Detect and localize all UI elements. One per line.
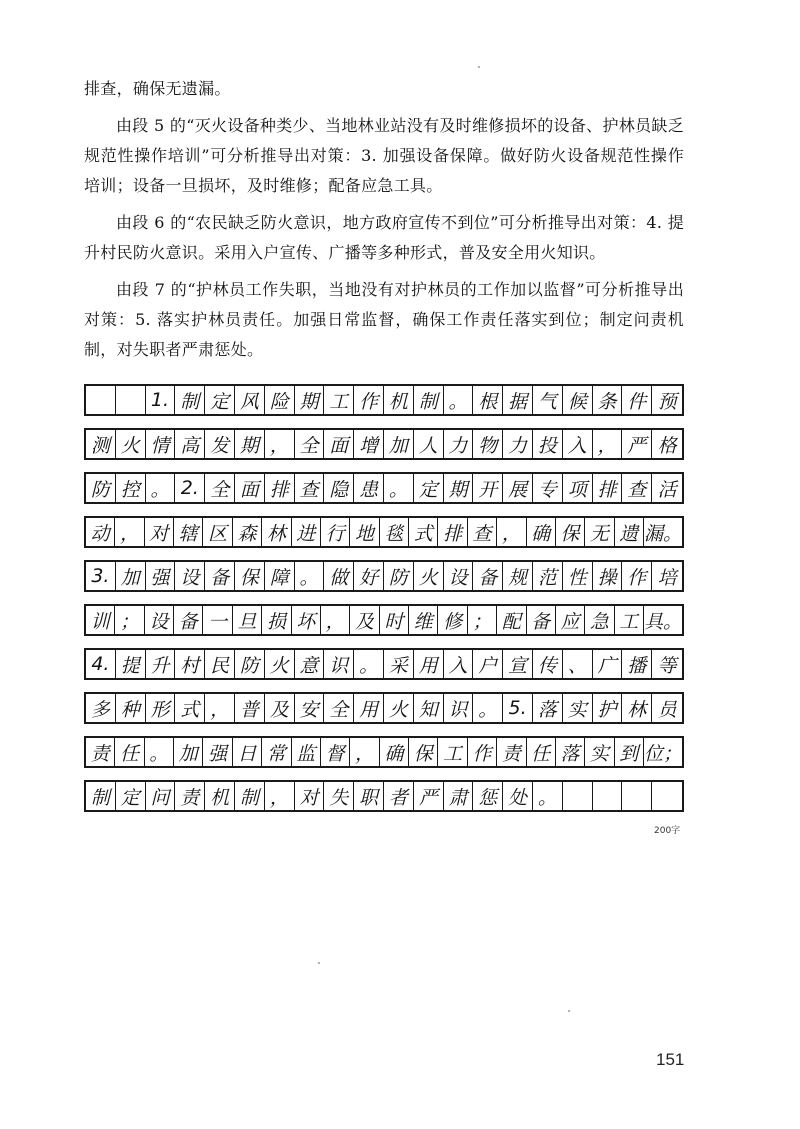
page-number: 151 bbox=[656, 1050, 685, 1069]
grid-cell: 任 bbox=[115, 738, 144, 766]
grid-cell: 严 bbox=[414, 782, 444, 810]
grid-cell: 急 bbox=[585, 606, 614, 634]
grid-cell: 险 bbox=[265, 386, 295, 414]
grid-cell: ， bbox=[265, 430, 295, 458]
grid-cell: 强 bbox=[203, 738, 232, 766]
paragraph-continuation: 排查，确保无遗漏。 bbox=[84, 79, 231, 98]
grid-cell: 确 bbox=[380, 738, 409, 766]
grid-cell: 多 bbox=[86, 694, 116, 722]
grid-cell: 操 bbox=[593, 562, 623, 590]
grid-cell: 一 bbox=[203, 606, 232, 634]
grid-cell: 展 bbox=[503, 474, 533, 502]
grid-cell: 民 bbox=[205, 650, 235, 678]
grid-cell: 地 bbox=[350, 518, 379, 546]
grid-cell: 旦 bbox=[233, 606, 262, 634]
grid-cell: 期 bbox=[444, 474, 474, 502]
grid-cell: 查 bbox=[468, 518, 497, 546]
grid-cell: 作 bbox=[354, 386, 384, 414]
grid-cell: 实 bbox=[585, 738, 614, 766]
grid-cell: 防 bbox=[86, 474, 116, 502]
grid-row bbox=[84, 472, 684, 504]
grid-cell: 森 bbox=[233, 518, 262, 546]
grid-cell: 惩 bbox=[473, 782, 503, 810]
grid-cell: 等 bbox=[657, 654, 677, 677]
grid-cell: 应 bbox=[556, 606, 585, 634]
grid-cell: 制 bbox=[86, 782, 116, 810]
grid-cell: 用 bbox=[354, 694, 384, 722]
grid-cell: 活 bbox=[657, 478, 677, 501]
grid-cell: 任 bbox=[527, 738, 556, 766]
grid-cell: 件 bbox=[622, 386, 652, 414]
grid-cell: 定 bbox=[414, 474, 444, 502]
grid-row bbox=[84, 604, 684, 636]
grid-cell: 格 bbox=[657, 434, 677, 457]
grid-cell: 严 bbox=[622, 430, 652, 458]
grid-row bbox=[84, 736, 684, 768]
grid-cell: 。 bbox=[145, 738, 174, 766]
grid-cell: 项 bbox=[563, 474, 593, 502]
grid-cell: 配 bbox=[497, 606, 526, 634]
grid-cell: ； bbox=[468, 606, 497, 634]
grid-cell: 高 bbox=[175, 430, 205, 458]
grid-cell: 1. bbox=[146, 386, 176, 414]
grid-cell: 者 bbox=[384, 782, 414, 810]
grid-cell: 设 bbox=[175, 562, 205, 590]
grid-cell: 责 bbox=[86, 738, 115, 766]
grid-cell: 。 bbox=[444, 386, 474, 414]
grid-cell: 防 bbox=[384, 562, 414, 590]
grid-cell: 形 bbox=[146, 694, 176, 722]
paragraph-segment-6: 由段 6 的“农民缺乏防火意识，地方政府宣传不到位”可分析推导出对策：4. 提升村民防火意识。采用入户宣传、广播等多种形式，普及安全用火知识。 bbox=[84, 213, 684, 262]
grid-cell: 定 bbox=[205, 386, 235, 414]
grid-cell: 入 bbox=[563, 430, 593, 458]
grid-cell: 行 bbox=[321, 518, 350, 546]
grid-cell bbox=[86, 386, 116, 414]
grid-cell: 人 bbox=[414, 430, 444, 458]
grid-row bbox=[84, 428, 684, 460]
grid-cell: 坏 bbox=[292, 606, 321, 634]
grid-cell: ， bbox=[115, 518, 144, 546]
grid-cell: 设 bbox=[444, 562, 474, 590]
grid-cell: 备 bbox=[527, 606, 556, 634]
grid-cell: 责 bbox=[175, 782, 205, 810]
grid-cell: 定 bbox=[116, 782, 146, 810]
grid-cell: 发 bbox=[205, 430, 235, 458]
grid-cell: 工 bbox=[615, 606, 644, 634]
grid-cell: ， bbox=[265, 782, 295, 810]
grid-cell: 损 bbox=[262, 606, 291, 634]
grid-cell: 条 bbox=[593, 386, 623, 414]
grid-cell: 位； bbox=[643, 742, 682, 765]
grid-cell: 查 bbox=[622, 474, 652, 502]
grid-cell: 。 bbox=[473, 694, 503, 722]
grid-cell: 监 bbox=[292, 738, 321, 766]
grid-cell bbox=[652, 782, 682, 810]
grid-cell: 全 bbox=[295, 430, 325, 458]
grid-cell: 预 bbox=[657, 390, 677, 413]
grid-cell: 加 bbox=[384, 430, 414, 458]
grid-cell: 排 bbox=[593, 474, 623, 502]
grid-cell: 维 bbox=[409, 606, 438, 634]
grid-cell: 漏。 bbox=[643, 522, 682, 545]
grid-cell bbox=[593, 782, 623, 810]
grid-cell: 督 bbox=[321, 738, 350, 766]
scan-speck bbox=[568, 1010, 570, 1012]
grid-cell: 规 bbox=[503, 562, 533, 590]
grid-cell: 5. bbox=[503, 694, 533, 722]
grid-cell: 范 bbox=[533, 562, 563, 590]
grid-cell: 种 bbox=[116, 694, 146, 722]
grid-cell: 训 bbox=[86, 606, 115, 634]
grid-row bbox=[84, 516, 684, 548]
grid-cell: 根 bbox=[473, 386, 503, 414]
grid-cell: 护 bbox=[593, 694, 623, 722]
grid-cell: 进 bbox=[292, 518, 321, 546]
grid-cell: 落 bbox=[533, 694, 563, 722]
grid-cell: 辖 bbox=[174, 518, 203, 546]
grid-cell: 备 bbox=[205, 562, 235, 590]
grid-cell: 传 bbox=[533, 650, 563, 678]
grid-cell: 工 bbox=[438, 738, 467, 766]
grid-cell: 区 bbox=[203, 518, 232, 546]
grid-cell: 增 bbox=[354, 430, 384, 458]
grid-cell: 落 bbox=[556, 738, 585, 766]
grid-cell: 测 bbox=[86, 430, 116, 458]
grid-cell: 对 bbox=[145, 518, 174, 546]
grid-cell: 防 bbox=[235, 650, 265, 678]
grid-cell: 控 bbox=[116, 474, 146, 502]
grid-cell: 障 bbox=[265, 562, 295, 590]
grid-row bbox=[84, 560, 684, 592]
grid-cell: 好 bbox=[354, 562, 384, 590]
grid-cell: 火 bbox=[414, 562, 444, 590]
grid-cell: 火 bbox=[265, 650, 295, 678]
grid-cell: 保 bbox=[409, 738, 438, 766]
grid-cell: 提 bbox=[116, 650, 146, 678]
grid-cell: 宣 bbox=[503, 650, 533, 678]
grid-cell: 安 bbox=[295, 694, 325, 722]
grid-cell: 修 bbox=[438, 606, 467, 634]
grid-cell: 培 bbox=[657, 566, 677, 589]
answer-grid bbox=[84, 384, 684, 824]
grid-cell: 升 bbox=[146, 650, 176, 678]
grid-cell: 加 bbox=[174, 738, 203, 766]
grid-cell: 专 bbox=[533, 474, 563, 502]
grid-cell: 全 bbox=[205, 474, 235, 502]
grid-cell: 广 bbox=[593, 650, 623, 678]
grid-cell: 式 bbox=[175, 694, 205, 722]
grid-cell bbox=[116, 386, 146, 414]
scan-speck bbox=[318, 962, 320, 964]
grid-cell: 火 bbox=[116, 430, 146, 458]
grid-cell: 林 bbox=[622, 694, 652, 722]
word-count-label: 200字 bbox=[654, 826, 681, 836]
grid-cell: 林 bbox=[262, 518, 291, 546]
grid-cell: 普 bbox=[235, 694, 265, 722]
grid-cell: 问 bbox=[146, 782, 176, 810]
grid-cell: 候 bbox=[563, 386, 593, 414]
grid-cell: 开 bbox=[473, 474, 503, 502]
grid-cell: 知 bbox=[414, 694, 444, 722]
grid-cell: 制 bbox=[235, 782, 265, 810]
grid-cell: 隐 bbox=[324, 474, 354, 502]
grid-cell: 遗 bbox=[615, 518, 644, 546]
grid-cell: 、 bbox=[563, 650, 593, 678]
grid-cell: 制 bbox=[175, 386, 205, 414]
grid-cell: 及 bbox=[350, 606, 379, 634]
grid-cell: 时 bbox=[380, 606, 409, 634]
grid-cell: 无 bbox=[585, 518, 614, 546]
grid-cell: 3. bbox=[86, 562, 116, 590]
grid-cell: 责 bbox=[497, 738, 526, 766]
grid-cell: 。 bbox=[533, 782, 563, 810]
grid-row bbox=[84, 692, 684, 724]
grid-cell: 保 bbox=[556, 518, 585, 546]
grid-cell: 强 bbox=[146, 562, 176, 590]
grid-cell: 。 bbox=[146, 474, 176, 502]
paragraph-segment-5: 由段 5 的“灭火设备种类少、当地林业站没有及时维修损坏的设备、护林员缺乏规范性操作培训”可分析推导出对策：3. 加强设备保障。做好防火设备规范性操作培训；设备一旦损坏，及时维修；配备应急工具。 bbox=[84, 116, 684, 195]
grid-cell: 日 bbox=[233, 738, 262, 766]
grid-cell: ， bbox=[205, 694, 235, 722]
grid-cell: 户 bbox=[473, 650, 503, 678]
grid-cell: 做 bbox=[324, 562, 354, 590]
grid-row bbox=[84, 384, 684, 416]
grid-cell: 投 bbox=[533, 430, 563, 458]
grid-cell: 作 bbox=[622, 562, 652, 590]
grid-cell: 面 bbox=[324, 430, 354, 458]
grid-cell: 及 bbox=[265, 694, 295, 722]
grid-cell: 排 bbox=[438, 518, 467, 546]
grid-cell: 风 bbox=[235, 386, 265, 414]
grid-cell: 对 bbox=[295, 782, 325, 810]
grid-cell: 备 bbox=[174, 606, 203, 634]
grid-cell: 播 bbox=[622, 650, 652, 678]
grid-cell: 机 bbox=[205, 782, 235, 810]
grid-cell: 职 bbox=[354, 782, 384, 810]
grid-cell: 期 bbox=[295, 386, 325, 414]
grid-cell: 物 bbox=[473, 430, 503, 458]
grid-cell: 情 bbox=[146, 430, 176, 458]
grid-cell: 加 bbox=[116, 562, 146, 590]
grid-cell: 期 bbox=[235, 430, 265, 458]
grid-cell: 排 bbox=[265, 474, 295, 502]
grid-cell: 。 bbox=[384, 474, 414, 502]
grid-cell: 力 bbox=[503, 430, 533, 458]
grid-cell: 意 bbox=[295, 650, 325, 678]
grid-cell: 式 bbox=[409, 518, 438, 546]
grid-cell: 肃 bbox=[444, 782, 474, 810]
body-text bbox=[84, 74, 684, 372]
grid-cell: 用 bbox=[414, 650, 444, 678]
grid-cell: 识 bbox=[444, 694, 474, 722]
grid-cell: ， bbox=[593, 430, 623, 458]
grid-cell: 机 bbox=[384, 386, 414, 414]
grid-cell: 全 bbox=[324, 694, 354, 722]
grid-cell: 工 bbox=[324, 386, 354, 414]
grid-cell: 面 bbox=[235, 474, 265, 502]
grid-cell: ； bbox=[115, 606, 144, 634]
grid-cell: 作 bbox=[468, 738, 497, 766]
grid-cell: 员 bbox=[657, 698, 677, 721]
grid-cell: 具。 bbox=[643, 610, 682, 633]
grid-cell: 4. bbox=[86, 650, 116, 678]
grid-cell: 制 bbox=[414, 386, 444, 414]
grid-cell: 气 bbox=[533, 386, 563, 414]
grid-cell: 2. bbox=[175, 474, 205, 502]
grid-cell bbox=[563, 782, 593, 810]
grid-cell: 备 bbox=[473, 562, 503, 590]
grid-cell: 保 bbox=[235, 562, 265, 590]
grid-cell: 据 bbox=[503, 386, 533, 414]
grid-cell: 查 bbox=[295, 474, 325, 502]
scan-speck bbox=[478, 66, 480, 68]
grid-cell: 力 bbox=[444, 430, 474, 458]
grid-row bbox=[84, 780, 684, 812]
grid-row bbox=[84, 648, 684, 680]
grid-cell: 识 bbox=[324, 650, 354, 678]
grid-cell: 。 bbox=[295, 562, 325, 590]
grid-cell: 村 bbox=[175, 650, 205, 678]
grid-cell: 实 bbox=[563, 694, 593, 722]
grid-cell: 确 bbox=[527, 518, 556, 546]
grid-cell: 火 bbox=[384, 694, 414, 722]
grid-cell: 采 bbox=[384, 650, 414, 678]
grid-cell bbox=[622, 782, 652, 810]
grid-cell: ， bbox=[350, 738, 379, 766]
grid-cell: 入 bbox=[444, 650, 474, 678]
grid-cell: 动 bbox=[86, 518, 115, 546]
grid-cell: ， bbox=[497, 518, 526, 546]
grid-cell: 。 bbox=[354, 650, 384, 678]
grid-cell: 患 bbox=[354, 474, 384, 502]
grid-cell: 设 bbox=[145, 606, 174, 634]
grid-cell: 到 bbox=[615, 738, 644, 766]
grid-cell: ， bbox=[321, 606, 350, 634]
grid-cell: 失 bbox=[324, 782, 354, 810]
grid-cell: 性 bbox=[563, 562, 593, 590]
grid-cell: 处 bbox=[503, 782, 533, 810]
paragraph-segment-7: 由段 7 的“护林员工作失职，当地没有对护林员的工作加以监督”可分析推导出对策：5. 落实护林员责任。加强日常监督，确保工作责任落实到位；制定问责机制，对失职者严肃惩处。 bbox=[84, 280, 684, 359]
grid-cell: 常 bbox=[262, 738, 291, 766]
grid-cell: 毯 bbox=[380, 518, 409, 546]
